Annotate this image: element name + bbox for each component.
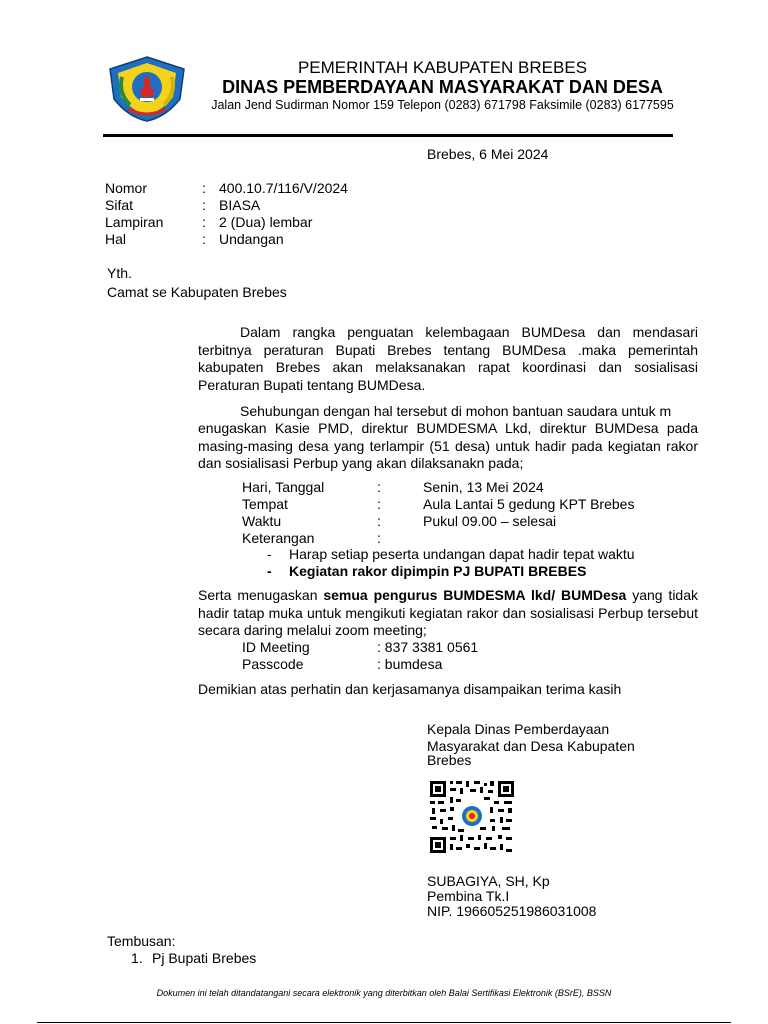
meta-label: Nomor — [105, 180, 148, 196]
note-dash: - — [267, 546, 272, 562]
detail-sep: : — [377, 530, 381, 546]
meta-value: 2 (Dua) lembar — [219, 214, 313, 230]
detail-label: Waktu — [242, 513, 282, 529]
meta-value: 400.10.7/116/V/2024 — [219, 180, 348, 196]
cc-item-number: 1. — [131, 950, 143, 966]
body-paragraph — [198, 587, 698, 640]
signer-name: SUBAGIYA, SH, Kp — [427, 873, 550, 889]
letterhead-address: Jalan Jend Sudirman Nomor 159 Telepon (0283) 671798 Faksimile (0283) 6177595 — [211, 98, 674, 112]
note-text-bold: Kegiatan rakor dipimpin PJ BUPATI BREBES — [289, 563, 587, 579]
letterhead-government: PEMERINTAH KABUPATEN BREBES — [297, 58, 588, 77]
meta-sep: : — [202, 180, 206, 196]
meta-sep: : — [202, 231, 206, 247]
meta-label: Hal — [105, 231, 127, 247]
cc-heading: Tembusan: — [107, 933, 176, 949]
cc-item-text: Pj Bupati Brebes — [152, 950, 257, 966]
passcode-value: : bumdesa — [377, 656, 443, 672]
meta-value: Undangan — [219, 231, 284, 247]
detail-sep: : — [377, 479, 381, 495]
paragraph-bold-text: semua pengurus BUMDESMA lkd/ BUMDesa — [323, 587, 627, 603]
meta-sep: : — [202, 214, 206, 230]
body-paragraph: enugaskan Kasie PMD, direktur BUMDESMA Lkd, direktur BUMDesa pada masing-masing desa yang terlampir (51 desa) untuk hadir pada kegiatan rakor dan sosialisasi Perbup yang akan dilaksanakn pada; — [198, 420, 698, 471]
qr-code-icon — [428, 779, 516, 855]
note-text: Harap setiap peserta undangan dapat hadir tepat waktu — [289, 546, 635, 562]
signer-title: Brebes — [427, 752, 472, 768]
letterhead-agency: DINAS PEMBERDAYAAN MASYARAKAT DAN DESA — [222, 77, 663, 97]
detail-sep: : — [377, 513, 381, 529]
kabupaten-brebes-emblem-icon — [106, 55, 188, 123]
meta-value: BIASA — [219, 197, 261, 213]
meta-label: Lampiran — [105, 214, 164, 230]
note-dash: - — [267, 563, 272, 579]
recipient-name: Camat se Kabupaten Brebes — [107, 284, 287, 300]
detail-sep: : — [377, 496, 381, 512]
letterhead-divider — [103, 134, 673, 137]
detail-value: Pukul 09.00 – selesai — [423, 513, 557, 529]
body-paragraph: Dalam rangka penguatan kelembagaan BUMDesa dan mendasari terbitnya peraturan Bupati Brebes tentang BUMDesa .maka pemerintah kabupaten Brebes akan melaksanakan rapat koordinasi dan sosialisasi Peraturan Bupati tentang BUMDesa. — [198, 324, 698, 393]
detail-label: Tempat — [242, 496, 288, 512]
body-paragraph-line: Sehubungan dengan hal tersebut di mohon bantuan saudara untuk m — [240, 403, 672, 419]
passcode-label: Passcode — [242, 656, 304, 672]
e-signature-footer: Dokumen ini telah ditandatangani secara elektronik yang diterbitkan oleh Balai Sertifikasi Elektronik (BSrE), BSSN — [156, 988, 612, 998]
meta-sep: : — [202, 197, 206, 213]
page-bottom-divider — [37, 1022, 731, 1023]
meta-label: Sifat — [105, 197, 134, 213]
signer-nip: NIP. 196605251986031008 — [427, 903, 597, 919]
meeting-id-value: : 837 3381 0561 — [377, 639, 479, 655]
closing-text: Demikian atas perhatin dan kerjasamanya disampaikan terima kasih — [198, 681, 622, 697]
detail-label: Keterangan — [242, 530, 315, 546]
signer-rank: Pembina Tk.I — [427, 888, 510, 904]
meeting-id-label: ID Meeting — [242, 639, 310, 655]
paragraph-text: Serta menugaskan — [198, 587, 324, 603]
detail-value: Aula Lantai 5 gedung KPT Brebes — [423, 496, 635, 512]
detail-value: Senin, 13 Mei 2024 — [423, 479, 544, 495]
detail-label: Hari, Tanggal — [242, 479, 325, 495]
recipient-salutation: Yth. — [107, 265, 132, 281]
signer-title: Kepala Dinas Pemberdayaan — [427, 721, 610, 737]
paragraph-text: yang tidak hadir tatap muka untuk mengikuti kegiatan rakor dan sosialisasi Perbup tersebut secara daring melalui zoom meeting; — [198, 587, 698, 638]
letter-date: Brebes, 6 Mei 2024 — [427, 146, 549, 162]
signer-title: Masyarakat dan Desa Kabupaten — [427, 738, 635, 754]
